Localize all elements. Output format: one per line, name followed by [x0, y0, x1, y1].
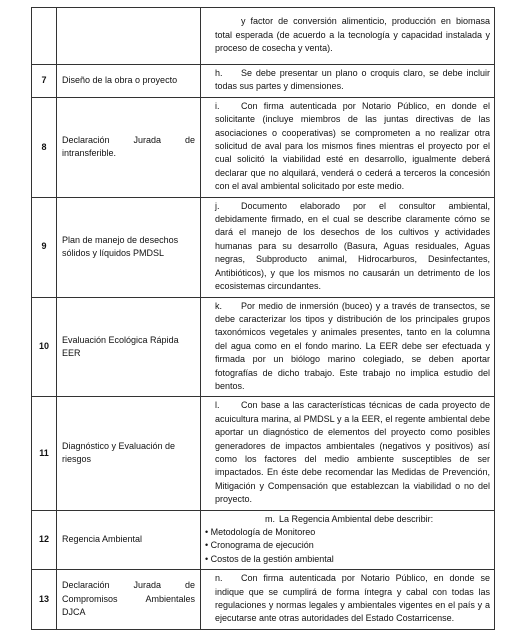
item-marker: h.: [215, 68, 223, 78]
row-number: 11: [32, 397, 57, 510]
item-marker: i.: [215, 100, 220, 111]
bullet-item: • Metodología de Monitoreo: [205, 527, 316, 537]
requirement-name: Regencia Ambiental: [57, 510, 201, 570]
row-number: 13: [32, 570, 57, 630]
bullet-text: Cronograma de ejecución: [210, 540, 314, 551]
requirement-name: Evaluación Ecológica Rápida EER: [57, 297, 201, 397]
row-number: 10: [32, 297, 57, 397]
description-text: Con firma autenticada por Notario Público, en donde el solicitante (incluye miembros de las juntas directivas de las asociaciones o cooperativas) se comprometen a no realizar otra solicitud de aval para los mismos fines mientras el proyecto por el cual solicitó la viabilidad esté en desarrollo, igualmente deberá declarar que no alquilará, venderá o cederá a terceros la concesión con el aval ambiental solicitado por este medio.: [215, 100, 490, 192]
table-row: [32, 510, 495, 570]
bullet-item: • Cronograma de ejecución: [205, 540, 314, 551]
row-number: 9: [32, 197, 57, 297]
requirement-name: [57, 8, 201, 65]
requirement-name: Diseño de la obra o proyecto: [57, 65, 201, 98]
requirement-name: Declaración Jurada de Compromisos Ambientales DJCA: [57, 570, 201, 630]
description-text: Con base a las características técnicas de cada proyecto de acuicultura marina, al PMDSL y a la EER, el regente ambiental debe aportar un diagnóstico de elementos del proyecto como posibles generadores de impactos ambientales (negativos y positivos) así como los factores del medio ambiente susceptibles de ser impactados. En éste debe recomendar las Medidas de Prevención, Mitigación y Compensación que establezcan la viabilidad o no del proyecto.: [215, 400, 490, 505]
description-text: Por medio de inmersión (buceo) y a través de transectos, se debe caracterizar los tipos y distribución de los principales grupos taxonómicos vegetales y animales presentes, tanto en la columna del agua como en el fondo marino. La EER debe ser efectuada y firmada por un biólogo marino colegiado, se deben aportar fotografías de dicho trabajo. Este trabajo no implica estudio del bentos.: [215, 300, 490, 391]
description-text: Con firma autenticada por Notario Público, en donde se indique que se cumplirá de forma íntegra y cabal con todas las regulaciones y normas legales y ambientales vigentes en el país y a ejecutarse ante otras autoridades del Estado Costarricense.: [215, 573, 490, 624]
requirement-name: Plan de manejo de desechos sólidos y líquidos PMDSL: [57, 197, 201, 297]
requirement-name: Declaración Jurada de intransferible.: [57, 97, 201, 197]
table-row: [32, 397, 495, 510]
requirement-description: [201, 65, 495, 98]
requirement-description: [201, 297, 495, 397]
row-number: [32, 8, 57, 65]
requirement-description: [201, 8, 495, 65]
item-marker: m.: [265, 513, 275, 524]
requirement-description: [201, 97, 495, 197]
item-marker: j.: [215, 200, 220, 211]
requirement-description: [201, 197, 495, 297]
item-marker: l.: [215, 400, 220, 411]
description-text: La Regencia Ambiental debe describir:: [279, 513, 434, 524]
bullet-text: Costos de la gestión ambiental: [210, 553, 334, 564]
row-number: 7: [32, 65, 57, 98]
bullet-text: Metodología de Monitoreo: [210, 527, 316, 537]
table-row: [32, 197, 495, 297]
row-number: 8: [32, 97, 57, 197]
table-row: [32, 8, 495, 65]
requirement-description: [201, 510, 495, 570]
item-marker: k.: [215, 300, 223, 311]
table-row: [32, 65, 495, 98]
table-row: [32, 297, 495, 397]
description-text: Documento elaborado por el consultor ambiental, debidamente firmado, en el cual se describe claramente cómo se dará el manejo de los desechos de los cultivos y actividades humanas para su desarrollo (Basura, Aguas residuales, Aguas negras, Subproducto animal, Hidrocarburos, Desinfectantes, Antibióticos), y que los mismos no causarán un detrimento de los ecosistemas circundantes.: [215, 200, 490, 292]
table-row: [32, 97, 495, 197]
description-text: Se debe presentar un plano o croquis claro, se debe incluir todas sus partes y dimensiones.: [215, 68, 490, 92]
requirement-description: [201, 397, 495, 510]
requirement-name: Diagnóstico y Evaluación de riesgos: [57, 397, 201, 510]
row-number: 12: [32, 510, 57, 570]
requirements-table: [31, 7, 495, 630]
item-marker: n.: [215, 573, 223, 584]
description-text: y factor de conversión alimenticio, producción en biomasa total esperada (de acuerdo a la tecnología y capacidad instalada y proceso de cosecha y venta).: [215, 16, 490, 54]
bullet-item: • Costos de la gestión ambiental: [205, 553, 334, 564]
